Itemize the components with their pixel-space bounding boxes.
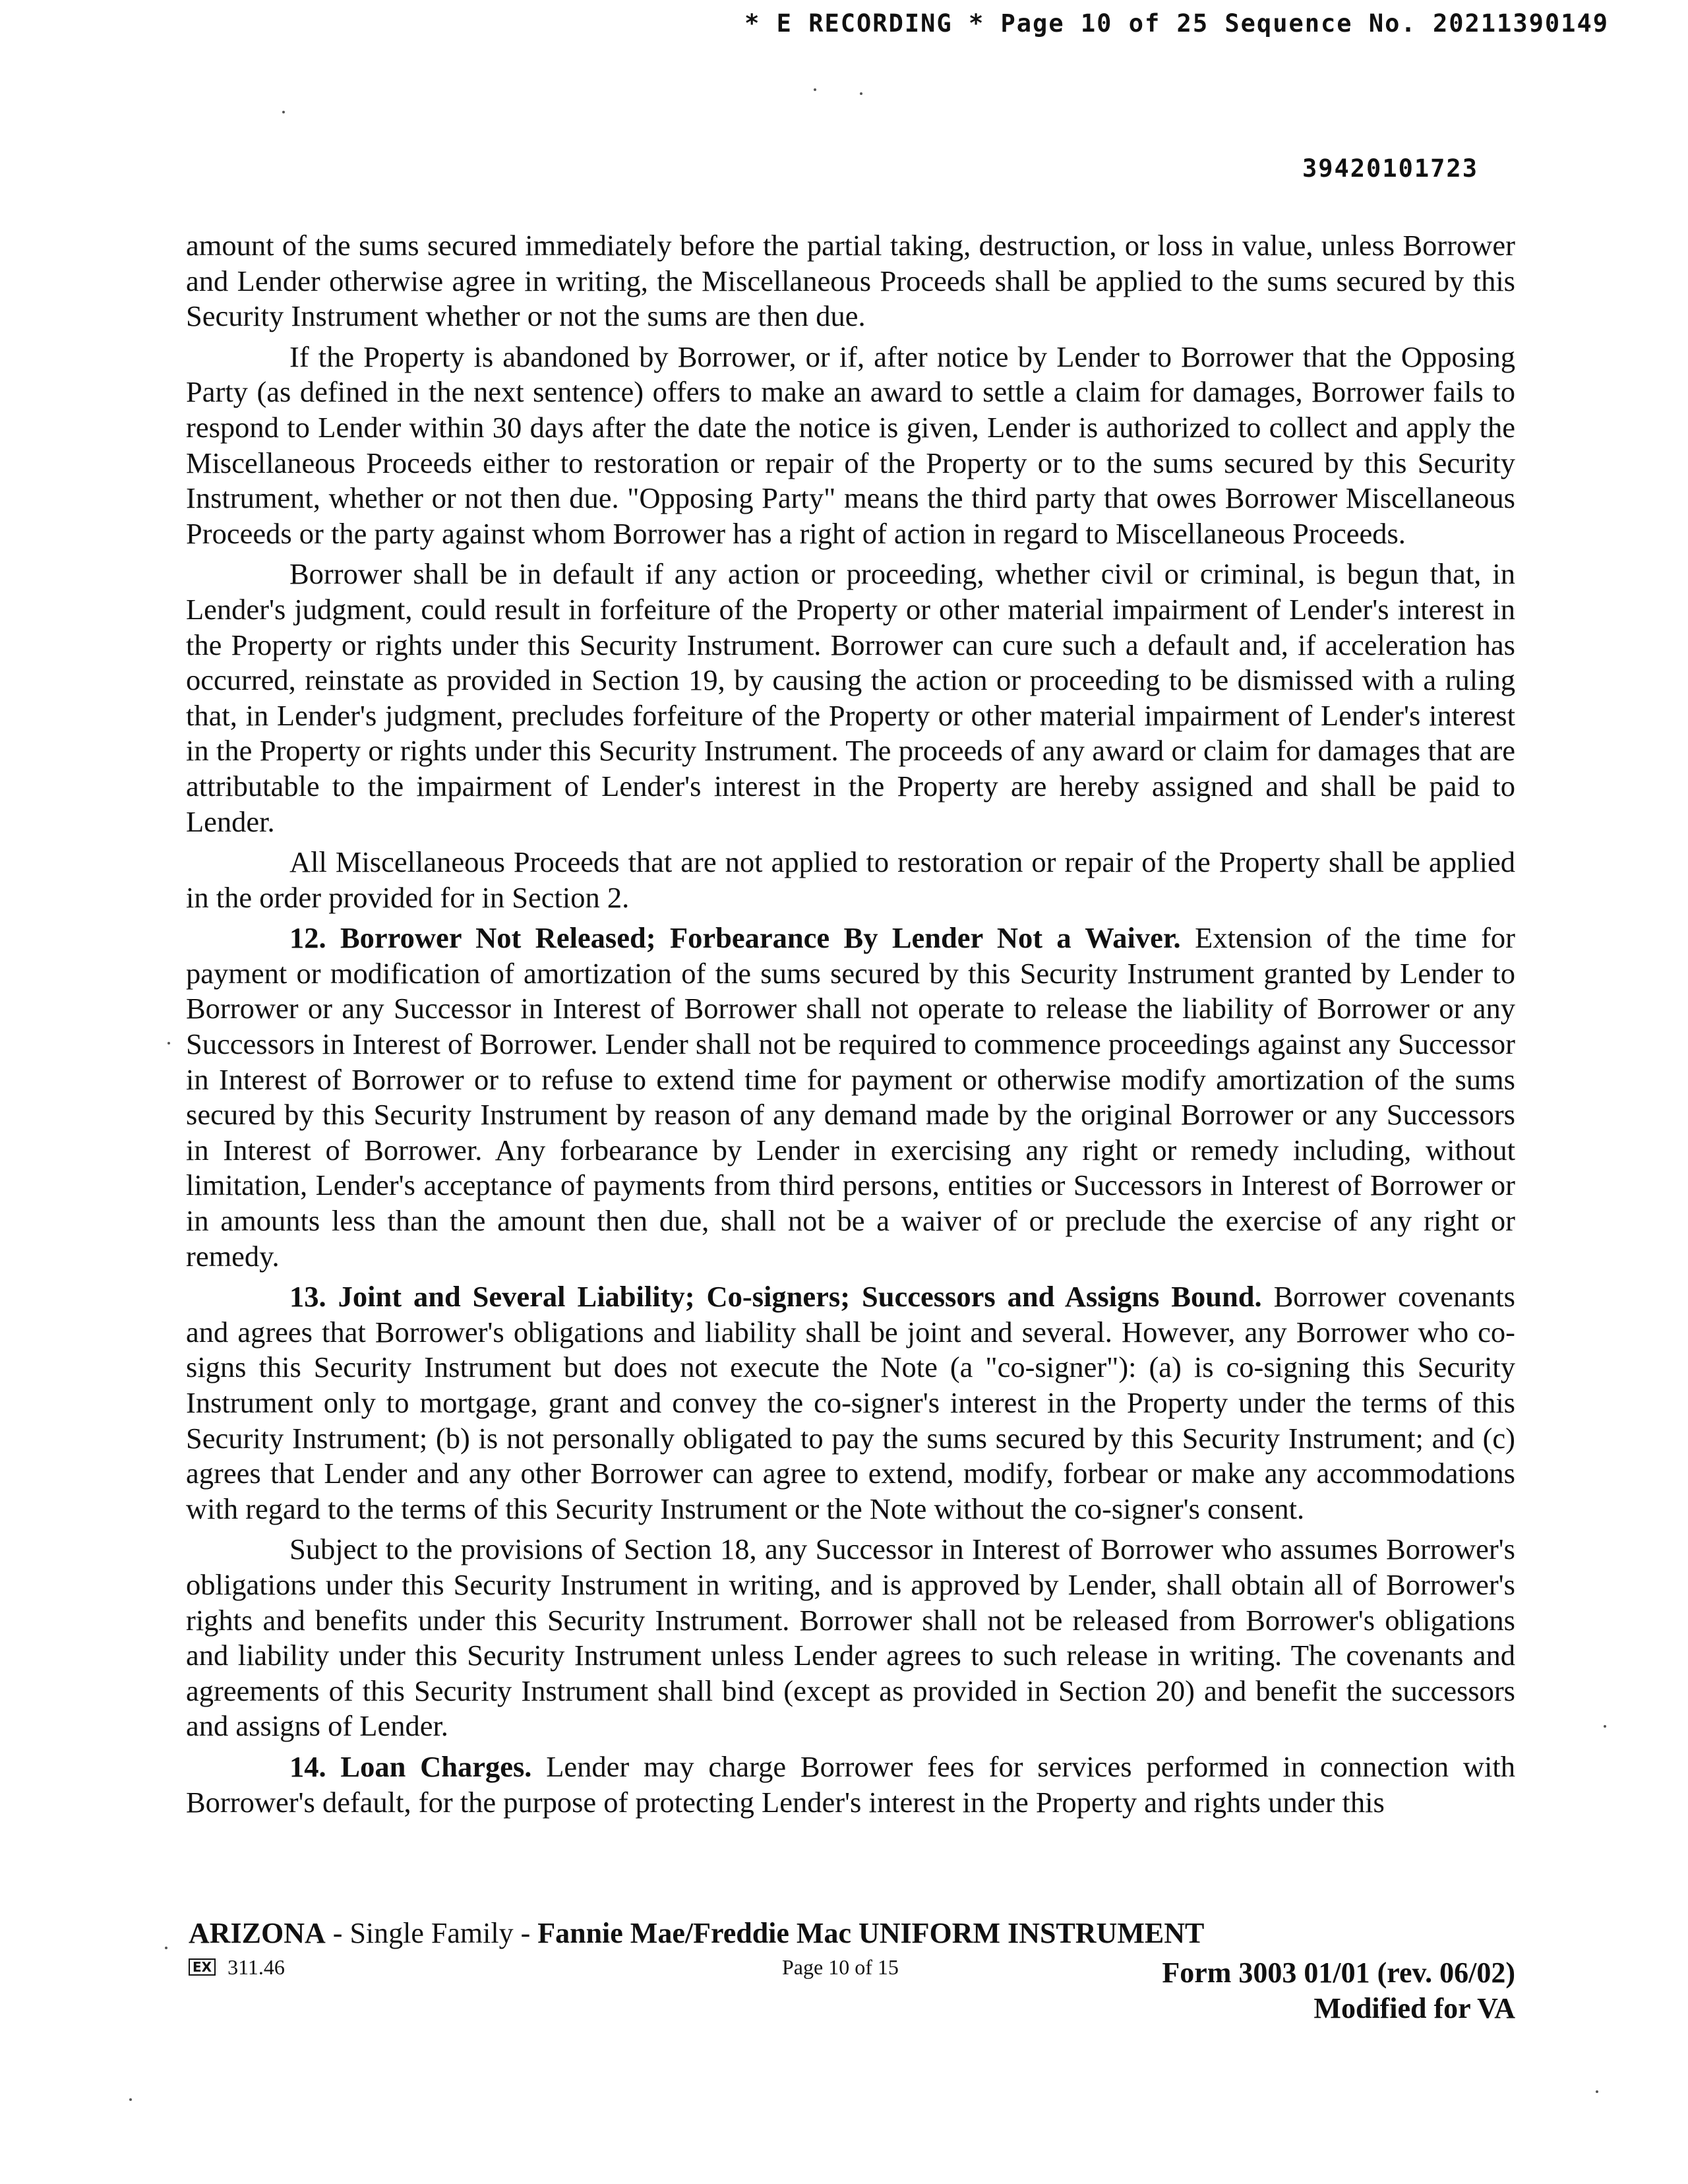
paragraph-text: Extension of the time for payment or modification of amortization of the sums secured by this Security Instrument granted by Lender to Borrower or any Successor in Interest of Borrower shall not operate to release the liability of Borrower or any Successors in Interest of Borrower. Lender shall not be required to commence proceedings against any Successor in Interest of Borrower or to refuse to extend time for payment or otherwise modify amortization of the sums secured by this Security Instrument by reason of any demand made by the original Borrower or any Successors in Interest of Borrower. Any forbearance by Lender in exercising any right or remedy including, without limitation, Lender's acceptance of payments from third persons, entities or Successors in Interest of Borrower or in amounts less than the amount then due, shall not be a waiver of or preclude the exercise of any right or remedy. xyxy=(186,921,1515,1273)
scan-speck xyxy=(167,1042,170,1045)
scan-speck xyxy=(814,88,816,91)
scan-speck xyxy=(1604,1725,1606,1728)
scan-speck xyxy=(129,2098,132,2101)
footer-separator: - xyxy=(513,1917,538,1949)
document-number: 39420101723 xyxy=(1302,154,1478,183)
footer-form xyxy=(1162,1955,1515,2026)
paragraph-text: All Miscellaneous Proceeds that are not applied to restoration or repair of the Property shall be applied in the order provided for in Section 2. xyxy=(186,845,1515,914)
footer-code xyxy=(189,1955,285,1980)
paragraph-unapplied-proceeds xyxy=(186,845,1515,915)
ex-badge-icon: EX xyxy=(189,1958,216,1976)
paragraph-text: Subject to the provisions of Section 18, any Successor in Interest of Borrower who assumes Borrower's obligations under this Security Instrument in writing, and is approved by Lender, shall obtain all of Borrower's rights and benefits under this Security Instrument. Borrower shall not be released from Borrower's obligations and liability under this Security Instrument unless Lender agrees to such release in writing. The covenants and agreements of this Security Instrument shall bind (except as provided in Section 20) and benefit the successors and assigns of Lender. xyxy=(186,1532,1515,1743)
footer-modified: Modified for VA xyxy=(1313,1992,1515,2024)
footer-page-number: Page 10 of 15 xyxy=(782,1955,899,1979)
footer-title xyxy=(189,1916,1515,1950)
paragraph-text: If the Property is abandoned by Borrower, or if, after notice by Lender to Borrower that the Opposing Party (as defined in the next sentence) offers to make an award to settle a claim for damages, Borrower fails to respond to Lender within 30 days after the date the notice is given, Lender is authorized to collect and apply the Miscellaneous Proceeds either to restoration or repair of the Property or to the sums secured by this Security Instrument, whether or not then due. "Opposing Party" means the third party that owes Borrower Miscellaneous Proceeds or the party against whom Borrower has a right of action in regard to Miscellaneous Proceeds. xyxy=(186,340,1515,550)
scan-speck xyxy=(1596,2090,1598,2093)
section-heading: 13. Joint and Several Liability; Co-signers; Successors and Assigns Bound. xyxy=(289,1280,1262,1314)
paragraph-text: Borrower covenants and agrees that Borrower's obligations and liability shall be joint and several. However, any Borrower who co-signs this Security Instrument but does not execute the Note (a "co-signer"): (a) is co-signing this Security Instrument only to mortgage, grant and convey the co-signer's interest in the Property under the terms of this Security Instrument; (b) is not personally obligated to pay the sums secured by this Security Instrument; and (c) agrees that Lender and any other Borrower can agree to extend, modify, forbear or make any accommodations with regard to the terms of this Security Instrument or the Note without the co-signer's consent. xyxy=(186,1280,1515,1525)
section-13 xyxy=(186,1279,1515,1527)
footer-code-number: 311.46 xyxy=(227,1955,285,1979)
footer-family: Single Family xyxy=(349,1917,514,1949)
recording-header: * E RECORDING * Page 10 of 25 Sequence No. 20211390149 xyxy=(744,9,1609,38)
section-14 xyxy=(186,1749,1515,1820)
footer-instrument: Fannie Mae/Freddie Mac UNIFORM INSTRUMENT xyxy=(537,1917,1205,1949)
footer-row xyxy=(189,1955,1515,2024)
section-heading: 14. Loan Charges. xyxy=(289,1749,532,1783)
page-footer xyxy=(189,1916,1515,2024)
section-12 xyxy=(186,921,1515,1274)
paragraph-text: Lender may charge Borrower fees for services performed in connection with Borrower's default, for the purpose of protecting Lender's interest in the Property and rights under this xyxy=(186,1749,1515,1819)
footer-separator: - xyxy=(325,1917,350,1949)
paragraph-successors xyxy=(186,1532,1515,1744)
paragraph-default xyxy=(186,557,1515,839)
paragraph-continuation xyxy=(186,228,1515,334)
scan-speck xyxy=(860,92,862,95)
paragraph-text: Borrower shall be in default if any action or proceeding, whether civil or criminal, is begun that, in Lender's judgment, could result in forfeiture of the Property or other material impairment of Lender's interest in the Property or rights under this Security Instrument. Borrower can cure such a default and, if acceleration has occurred, reinstate as provided in Section 19, by causing the action or proceeding to be dismissed with a ruling that, in Lender's judgment, precludes forfeiture of the Property or other material impairment of Lender's interest in the Property or rights under this Security Instrument. The proceeds of any award or claim for damages that are attributable to the impairment of Lender's interest in the Property are hereby assigned and shall be paid to Lender. xyxy=(186,557,1515,838)
footer-state: ARIZONA xyxy=(189,1917,326,1949)
scan-speck xyxy=(165,1947,167,1949)
scan-speck xyxy=(282,111,285,113)
section-heading: 12. Borrower Not Released; Forbearance By Lender Not a Waiver. xyxy=(289,921,1181,955)
paragraph-text: amount of the sums secured immediately before the partial taking, destruction, or loss in value, unless Borrower and Lender otherwise agree in writing, the Miscellaneous Proceeds shall be applied to the sums secured by this Security Instrument whether or not the sums are then due. xyxy=(186,229,1515,333)
paragraph-opposing-party xyxy=(186,340,1515,552)
footer-form-number: Form 3003 01/01 (rev. 06/02) xyxy=(1162,1957,1515,1989)
document-body xyxy=(186,228,1515,1825)
